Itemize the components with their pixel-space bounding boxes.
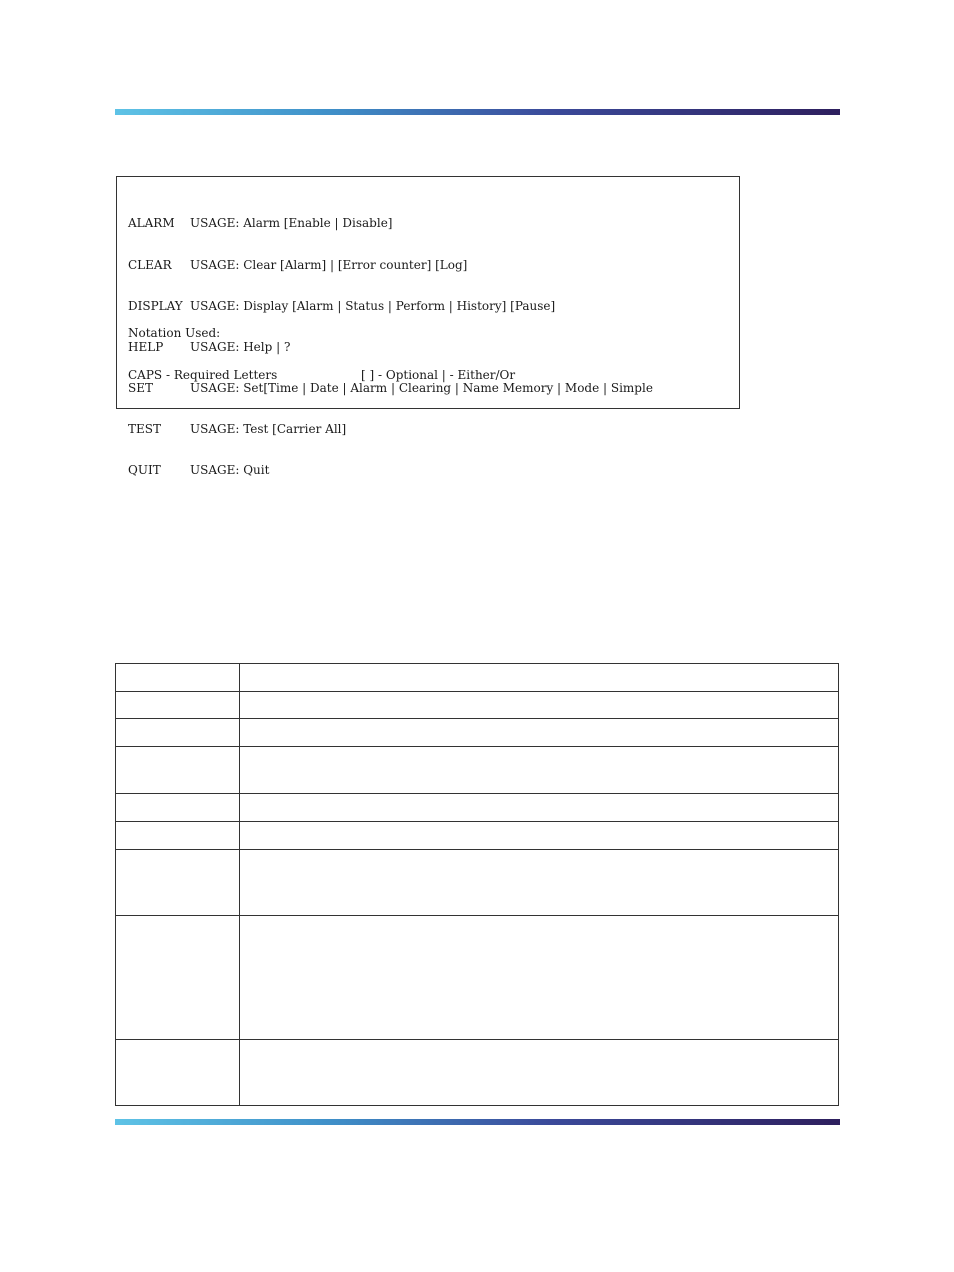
table-cell (116, 719, 240, 747)
table-row (116, 794, 839, 822)
table-row (116, 850, 839, 916)
usage-line-alarm (128, 217, 653, 231)
command-description-table (115, 663, 839, 1106)
table-cell (116, 664, 240, 692)
notation-optional-either: [ ] - Optional | - Either/Or (361, 367, 516, 382)
notation-line (128, 369, 515, 383)
table-cell (240, 719, 839, 747)
table-cell (116, 822, 240, 850)
command-name: DISPLAY (128, 298, 183, 313)
table-cell (116, 794, 240, 822)
command-name: ALARM (128, 216, 175, 231)
command-name: TEST (128, 421, 161, 436)
table-row (116, 822, 839, 850)
notation-title: Notation Used: (128, 326, 221, 341)
command-usage: USAGE: Test [Carrier All] (190, 421, 347, 436)
usage-line-test (128, 423, 653, 437)
table-cell (240, 794, 839, 822)
command-usage: USAGE: Help | ? (190, 339, 291, 354)
header-rule (115, 109, 840, 115)
table-row (116, 747, 839, 794)
table-cell (116, 916, 240, 1040)
usage-line-clear (128, 259, 653, 273)
notation-caps: CAPS - Required Letters (128, 367, 278, 382)
table-cell (240, 1040, 839, 1106)
command-name: HELP (128, 339, 164, 354)
command-usage: USAGE: Quit (190, 462, 270, 477)
command-name: CLEAR (128, 257, 172, 272)
command-usage: USAGE: Set[Time | Date | Alarm | Clearing | Name Memory | Mode | Simple (190, 380, 653, 395)
notation-legend (128, 300, 515, 410)
table-cell (116, 747, 240, 794)
command-name: SET (128, 380, 153, 395)
usage-line-quit (128, 464, 653, 478)
table-cell (240, 692, 839, 719)
table-row (116, 664, 839, 692)
table-cell (116, 1040, 240, 1106)
table-cell (240, 822, 839, 850)
command-usage: USAGE: Clear [Alarm] | [Error counter] [Log] (190, 257, 468, 272)
table-cell (240, 747, 839, 794)
table-row (116, 916, 839, 1040)
command-usage: USAGE: Alarm [Enable | Disable] (190, 216, 393, 231)
table-row (116, 719, 839, 747)
footer-rule (115, 1119, 840, 1125)
table-cell (116, 850, 240, 916)
table-cell (116, 692, 240, 719)
table-cell (240, 916, 839, 1040)
terminal-output-box (116, 176, 740, 477)
command-name: QUIT (128, 462, 161, 477)
table-row (116, 692, 839, 719)
command-usage: USAGE: Display [Alarm | Status | Perform | History] [Pause] (190, 298, 556, 313)
table-row (116, 1040, 839, 1106)
table-cell (240, 850, 839, 916)
table-cell (240, 664, 839, 692)
